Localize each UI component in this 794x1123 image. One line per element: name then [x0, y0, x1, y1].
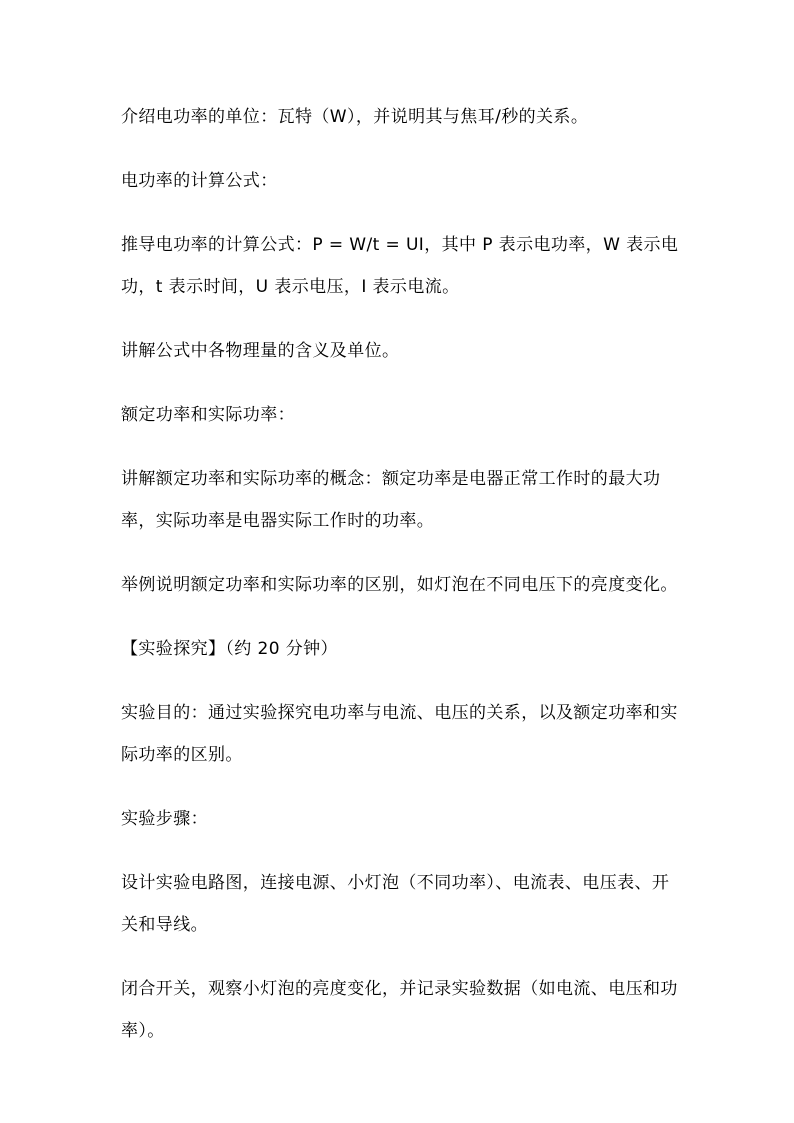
- paragraph-experiment-step-observe: 闭合开关，观察小灯泡的亮度变化，并记录实验数据（如电流、电压和功率）。: [121, 979, 678, 1041]
- paragraph-experiment-steps-heading: 实验步骤：: [121, 809, 208, 829]
- paragraph-experiment-purpose: 实验目的：通过实验探究电功率与电流、电压的关系，以及额定功率和实际功率的区别。: [121, 703, 678, 765]
- paragraph-formula-derivation: 推导电功率的计算公式：P = W/t = UI，其中 P 表示电功率，W 表示电功，t 表示时间，U 表示电压，I 表示电流。: [121, 235, 679, 297]
- document-body: [121, 96, 681, 1074]
- paragraph-power-unit: 介绍电功率的单位：瓦特（W），并说明其与焦耳/秒的关系。: [121, 107, 589, 127]
- paragraph-rated-actual-concept: 讲解额定功率和实际功率的概念：额定功率是电器正常工作时的最大功率，实际功率是电器实际工作时的功率。: [121, 469, 661, 531]
- paragraph-rated-actual-heading: 额定功率和实际功率：: [121, 405, 295, 425]
- paragraph-rated-actual-example: 举例说明额定功率和实际功率的区别，如灯泡在不同电压下的亮度变化。: [121, 575, 678, 595]
- paragraph-experiment-heading: 【实验探究】（约 20 分钟）: [121, 639, 338, 659]
- paragraph-experiment-step-design: 设计实验电路图，连接电源、小灯泡（不同功率）、电流表、电压表、开关和导线。: [121, 873, 670, 935]
- paragraph-formula-explanation: 讲解公式中各物理量的含义及单位。: [121, 341, 400, 361]
- paragraph-formula-heading: 电功率的计算公式：: [121, 171, 278, 191]
